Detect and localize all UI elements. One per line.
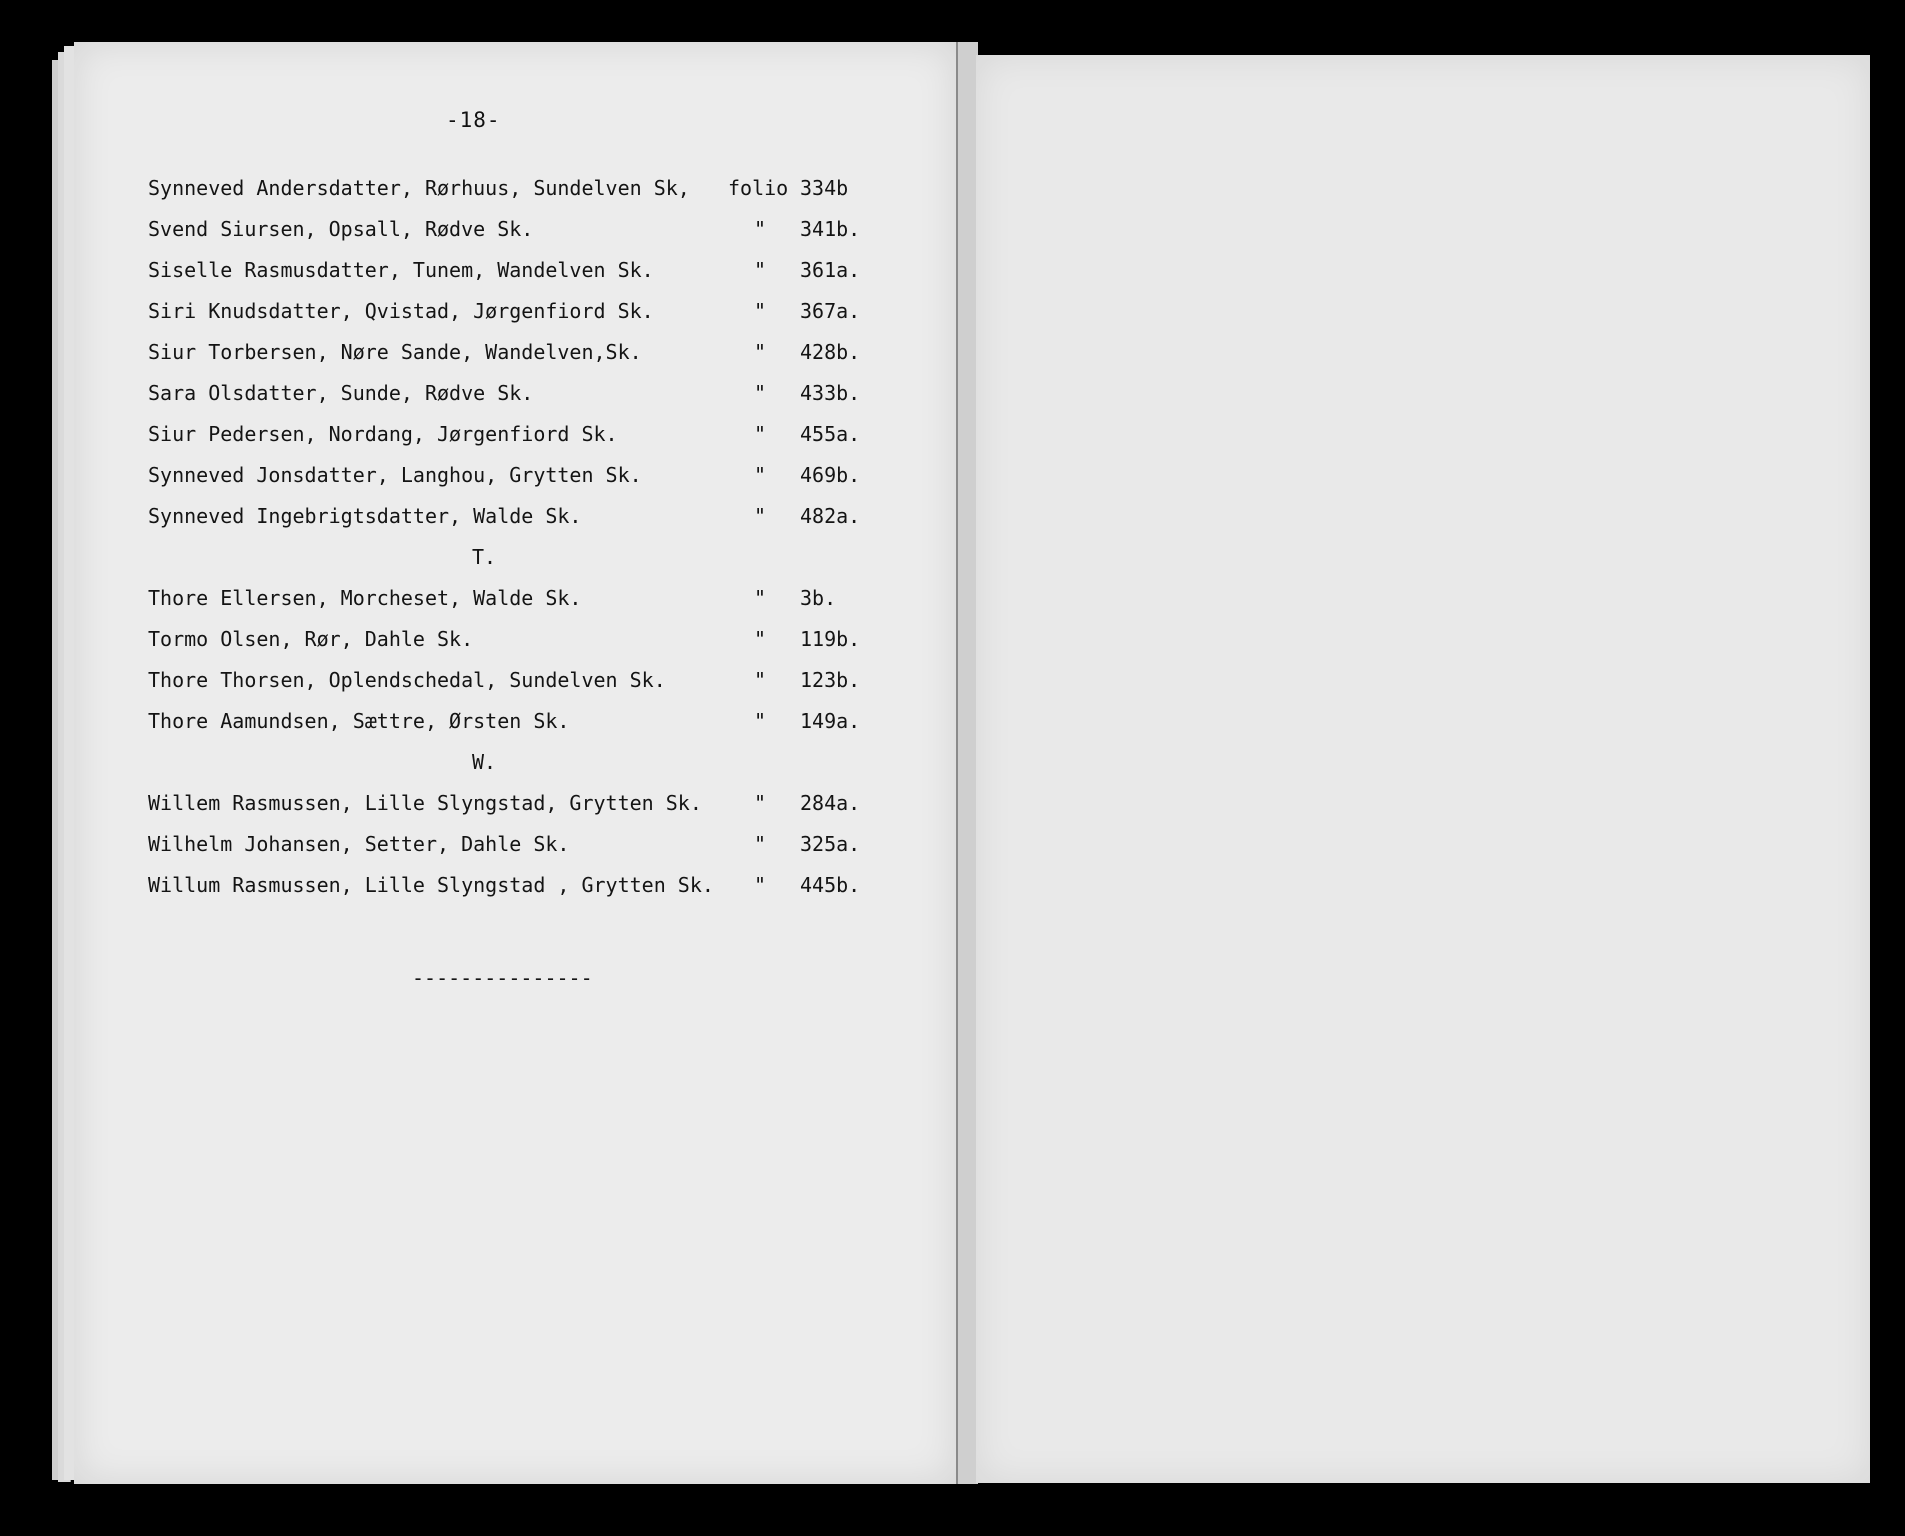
entry-ditto: ": [754, 627, 767, 651]
entry-name: Willum Rasmussen, Lille Slyngstad , Grytten Sk.: [148, 873, 714, 897]
register-entry: [148, 457, 888, 498]
register-entry: [148, 867, 888, 908]
entry-folio: 3b.: [800, 586, 837, 610]
entry-ditto: ": [754, 381, 767, 405]
entry-folio: 482a.: [800, 504, 861, 528]
section-heading-w: [148, 744, 888, 785]
section-heading-t: [148, 539, 888, 580]
entry-name: Synneved Andersdatter, Rørhuus, Sundelven Sk,: [148, 176, 690, 200]
register-entry: [148, 662, 888, 703]
entry-name: Tormo Olsen, Rør, Dahle Sk.: [148, 627, 474, 651]
book-gutter: [956, 42, 978, 1484]
closing-rule: ---------------: [412, 966, 593, 990]
register-entry: [148, 252, 888, 293]
entry-folio: 334b: [800, 176, 849, 200]
entry-name: Sara Olsdatter, Sunde, Rødve Sk.: [148, 381, 534, 405]
entry-ditto: ": [754, 873, 767, 897]
entry-folio: 469b.: [800, 463, 861, 487]
entry-ditto: ": [754, 791, 767, 815]
entry-folio: 284a.: [800, 791, 861, 815]
entry-folio: 149a.: [800, 709, 861, 733]
register-entry: [148, 703, 888, 744]
entry-name: Siselle Rasmusdatter, Tunem, Wandelven Sk.: [148, 258, 654, 282]
entry-name: Svend Siursen, Opsall, Rødve Sk.: [148, 217, 534, 241]
register-entry: [148, 785, 888, 826]
entry-ditto: ": [754, 709, 767, 733]
register-entry: [148, 580, 888, 621]
entry-ditto: ": [754, 463, 767, 487]
entry-name: Synneved Ingebrigtsdatter, Walde Sk.: [148, 504, 582, 528]
register-entry: [148, 170, 888, 211]
entry-folio: 367a.: [800, 299, 861, 323]
entry-folio: 341b.: [800, 217, 861, 241]
section-letter: T.: [472, 545, 497, 569]
register-entry: [148, 293, 888, 334]
entry-ditto: folio: [728, 176, 789, 200]
entry-folio: 433b.: [800, 381, 861, 405]
entry-ditto: ": [754, 299, 767, 323]
page-number: -18-: [446, 108, 501, 132]
entry-ditto: ": [754, 340, 767, 364]
entry-ditto: ": [754, 504, 767, 528]
register-entry: [148, 826, 888, 867]
right-page-blank: [976, 55, 1870, 1483]
entry-name: Siur Pedersen, Nordang, Jørgenfiord Sk.: [148, 422, 618, 446]
entry-ditto: ": [754, 422, 767, 446]
entry-ditto: ": [754, 586, 767, 610]
entry-name: Siri Knudsdatter, Qvistad, Jørgenfiord Sk.: [148, 299, 654, 323]
entry-name: Thore Ellersen, Morcheset, Walde Sk.: [148, 586, 582, 610]
entry-name: Wilhelm Johansen, Setter, Dahle Sk.: [148, 832, 570, 856]
register-entry: [148, 211, 888, 252]
entry-ditto: ": [754, 217, 767, 241]
entry-folio: 445b.: [800, 873, 861, 897]
entry-folio: 361a.: [800, 258, 861, 282]
entry-folio: 119b.: [800, 627, 861, 651]
register-entry: [148, 498, 888, 539]
entry-name: Siur Torbersen, Nøre Sande, Wandelven,Sk.: [148, 340, 642, 364]
register-entries: [148, 170, 888, 908]
entry-name: Thore Aamundsen, Sættre, Ørsten Sk.: [148, 709, 570, 733]
register-entry: [148, 375, 888, 416]
entry-ditto: ": [754, 258, 767, 282]
register-entry: [148, 621, 888, 662]
entry-ditto: ": [754, 832, 767, 856]
register-entry: [148, 334, 888, 375]
entry-name: Synneved Jonsdatter, Langhou, Grytten Sk.: [148, 463, 642, 487]
section-letter: W.: [472, 750, 497, 774]
entry-folio: 455a.: [800, 422, 861, 446]
entry-folio: 428b.: [800, 340, 861, 364]
entry-name: Thore Thorsen, Oplendschedal, Sundelven Sk.: [148, 668, 666, 692]
entry-ditto: ": [754, 668, 767, 692]
entry-folio: 325a.: [800, 832, 861, 856]
entry-name: Willem Rasmussen, Lille Slyngstad, Grytten Sk.: [148, 791, 702, 815]
entry-folio: 123b.: [800, 668, 861, 692]
register-entry: [148, 416, 888, 457]
